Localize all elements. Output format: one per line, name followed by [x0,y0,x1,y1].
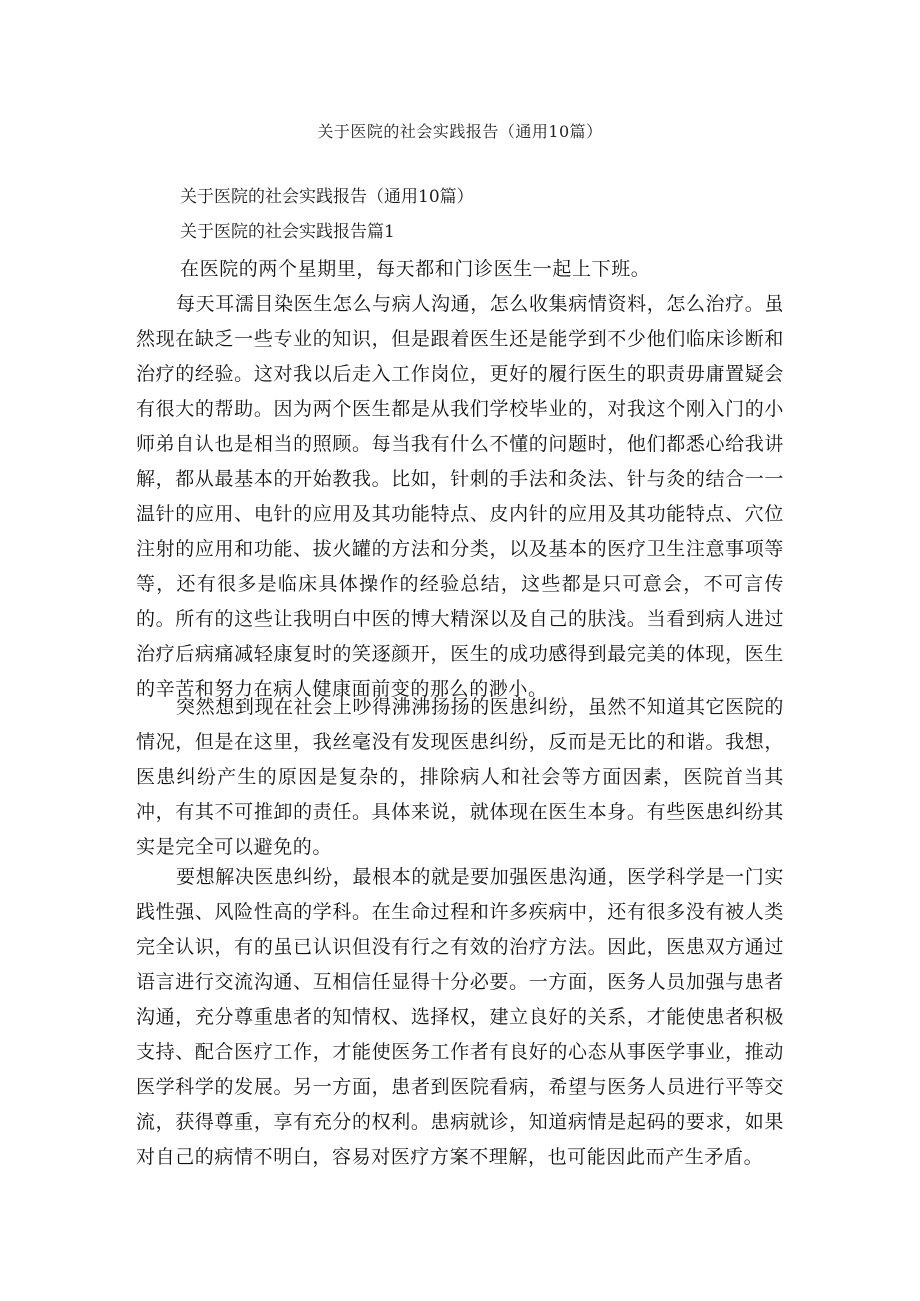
section-heading: 关于医院的社会实践报告篇1 [180,222,395,242]
paragraph-1: 在医院的两个星期里，每天都和门诊医生一起上下班。 [180,258,651,280]
paragraph-3: 突然想到现在社会上吵得沸沸扬扬的医患纠纷，虽然不知道其它医院的情况，但是在这里，我丝毫没有发现医患纠纷，反而是无比的和谐。我想，医患纠纷产生的原因是复杂的，排除病人和社会等方面因素，医院首当其冲，有其不可推卸的责任。具体来说，就体现在医生本身。有些医患纠纷其实是完全可以避免的。 [136,696,784,858]
document-title: 关于医院的社会实践报告（通用10篇） [317,122,603,141]
paragraph-4: 要想解决医患纠纷，最根本的就是要加强医患沟通，医学科学是一门实践性强、风险性高的学科。在生命过程和许多疾病中，还有很多没有被人类完全认识，有的虽已认识但没有行之有效的治疗方法。因此，医患双方通过语言进行交流沟通、互相信任显得十分必要。一方面，医务人员加强与患者沟通，充分尊重患者的知情权、选择权，建立良好的关系，才能使患者积极支持、配合医疗工作，才能使医务工作者有良好的心态从事医学事业，推动医学科学的发展。另一方面，患者到医院看病，希望与医务人员进行平等交流，获得尊重，享有充分的权利。患病就诊，知道病情是起码的要求，如果对自己的病情不明白，容易对医疗方案不理解，也可能因此而产生矛盾。 [136,866,784,1168]
document-subtitle: 关于医院的社会实践报告（通用10篇） [180,187,474,207]
paragraph-2: 每天耳濡目染医生怎么与病人沟通，怎么收集病情资料，怎么治疗。虽然现在缺乏一些专业的知识，但是跟着医生还是能学到不少他们临床诊断和治疗的经验。这对我以后走入工作岗位，更好的履行医生的职责毋庸置疑会有很大的帮助。因为两个医生都是从我们学校毕业的，对我这个刚入门的小师弟自认也是相当的照顾。每当我有什么不懂的问题时，他们都悉心给我讲解，都从最基本的开始教我。比如，针刺的手法和灸法、针与灸的结合一一温针的应用、电针的应用及其功能特点、皮内针的应用及其功能特点、穴位注射的应用和功能、拔火罐的方法和分类，以及基本的医疗卫生注意事项等等，还有很多是临床具体操作的经验总结，这些都是只可意会，不可言传的。所有的这些让我明白中医的博大精深以及自己的肤浅。当看到病人进过治疗后病痛减轻康复时的笑逐颜开，医生的成功感得到最完美的体现，医生的辛苦和努力在病人健康面前变的那么的渺小。 [136,293,784,700]
